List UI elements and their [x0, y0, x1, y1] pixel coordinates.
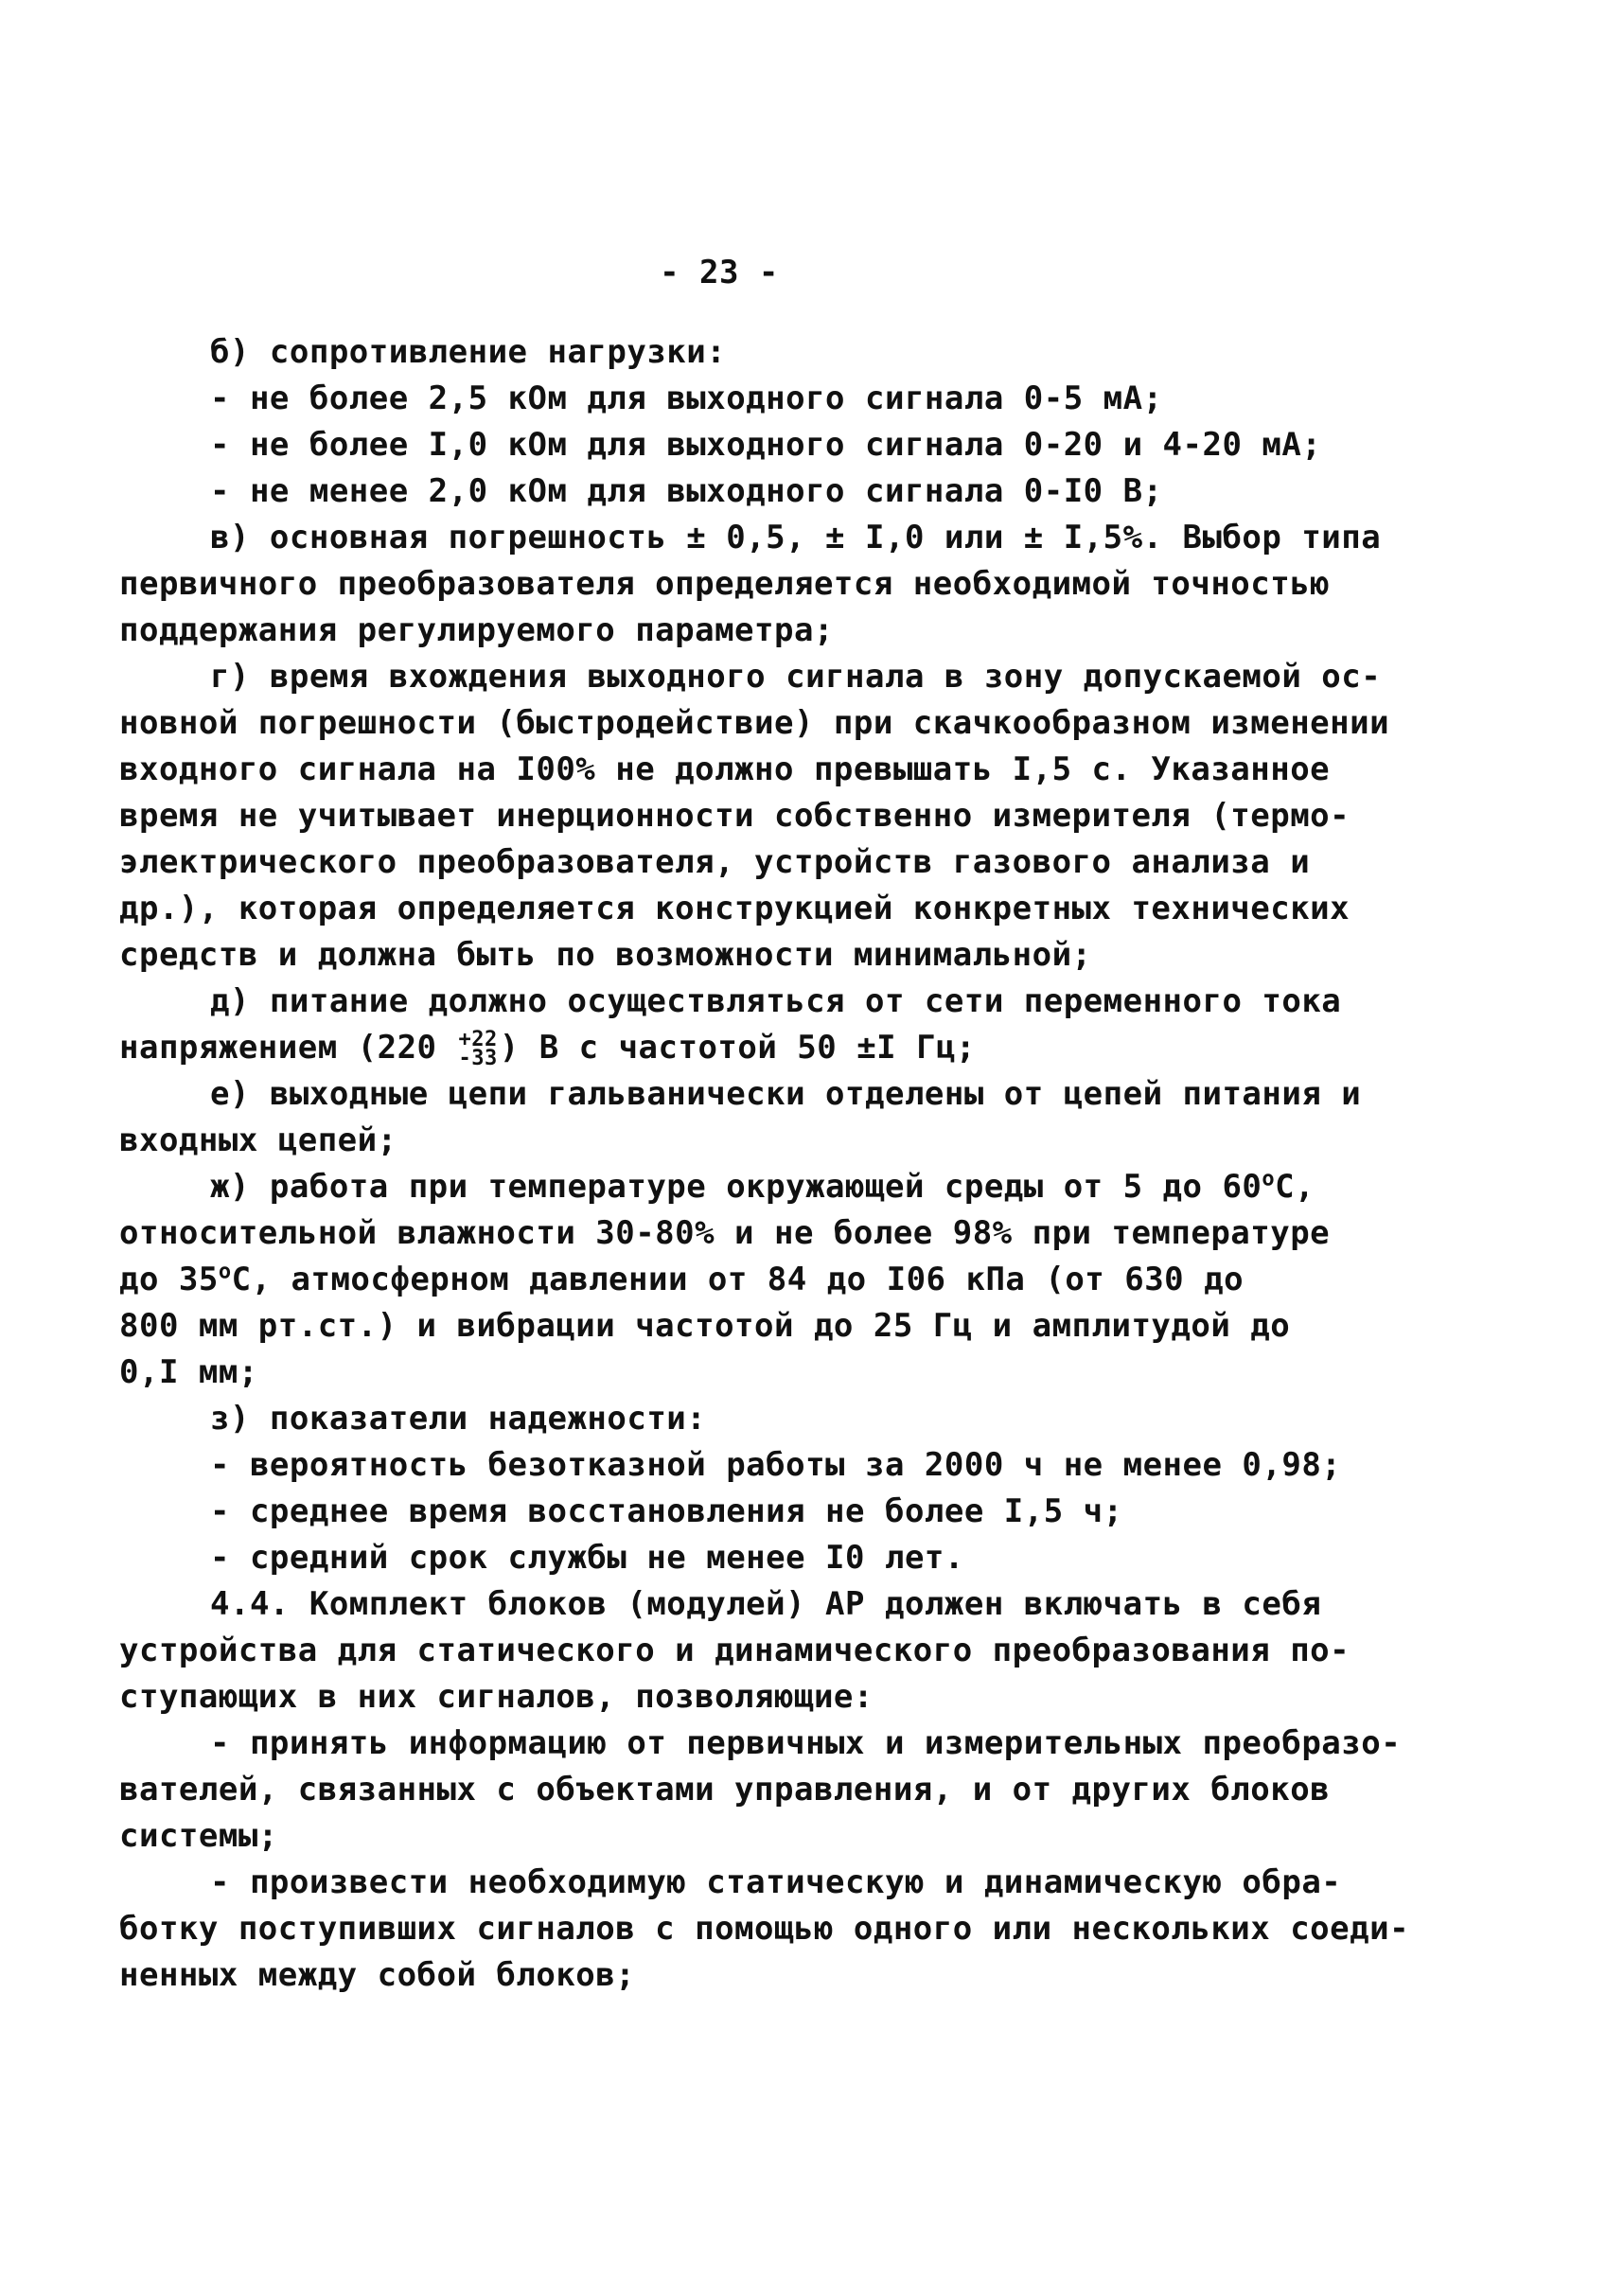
pressure-line — [119, 1257, 1340, 1303]
voltage-text-start: напряжением (220 — [119, 1029, 457, 1067]
text-line: в) основная погрешность ± 0,5, ± I,0 или ± I,5%. Выбор типа — [210, 519, 1382, 556]
text-line: - не менее 2,0 кОм для выходного сигнала 0-I0 В; — [210, 472, 1163, 510]
tolerance-lower: -33 — [458, 1046, 498, 1070]
text-line: е) выходные цепи гальванически отделены от цепей питания и — [210, 1075, 1362, 1113]
text-line: - не более I,0 кОм для выходного сигнала 0-20 и 4-20 мА; — [210, 426, 1322, 464]
text-line: средств и должна быть по возможности минимальной; — [119, 936, 1092, 974]
text-line: ступающих в них сигналов, позволяющие: — [119, 1678, 874, 1716]
voltage-line — [119, 1025, 1340, 1071]
temperature-text-start: ж) работа при температуре окружающей среды от 5 до 60 — [210, 1168, 1262, 1206]
text-line: устройства для статического и динамического преобразования по- — [119, 1632, 1350, 1669]
text-line: электрического преобразователя, устройств газового анализа и — [119, 843, 1311, 881]
text-line: 800 мм рт.ст.) и вибрации частотой до 25 Гц и амплитудой до — [119, 1307, 1291, 1345]
text-line: - средний срок службы не менее I0 лет. — [210, 1539, 964, 1577]
voltage-tolerance — [458, 1027, 498, 1070]
degree-mark: о — [218, 1260, 232, 1284]
degree-mark: о — [1262, 1167, 1276, 1191]
text-line: 4.4. Комплект блоков (модулей) АР должен включать в себя — [210, 1585, 1322, 1623]
text-line: системы; — [119, 1817, 278, 1855]
text-line: г) время вхождения выходного сигнала в зону допускаемой ос- — [210, 658, 1382, 696]
pressure-text-start: до 35 — [119, 1261, 219, 1298]
temperature-text-end: С, — [1275, 1168, 1315, 1206]
text-line: вателей, связанных с объектами управления, и от других блоков — [119, 1771, 1331, 1809]
text-line: относительной влажности 30-80% и не более 98% при температуре — [119, 1214, 1331, 1252]
text-line: первичного преобразователя определяется необходимой точностью — [119, 565, 1331, 603]
text-line: д) питание должно осуществляться от сети переменного тока — [210, 982, 1342, 1020]
pressure-text-end: С, атмосферном давлении от 84 до I06 кПа (от 630 до — [231, 1261, 1244, 1298]
text-line: ботку поступивших сигналов с помощью одного или нескольких соеди- — [119, 1910, 1410, 1948]
text-line: - вероятность безотказной работы за 2000 ч не менее 0,98; — [210, 1446, 1342, 1484]
temperature-line — [119, 1164, 1340, 1210]
text-line: ненных между собой блоков; — [119, 1956, 636, 1994]
text-line: - среднее время восстановления не более I,5 ч; — [210, 1492, 1123, 1530]
text-line: входного сигнала на I00% не должно превышать I,5 с. Указанное — [119, 750, 1331, 788]
text-line: входных цепей; — [119, 1121, 397, 1159]
page-number: - 23 - — [660, 254, 779, 291]
document-body — [119, 329, 1410, 1999]
text-line: поддержания регулируемого параметра; — [119, 611, 834, 649]
text-line: з) показатели надежности: — [210, 1400, 707, 1438]
text-line: - принять информацию от первичных и измерительных преобразо- — [210, 1724, 1402, 1762]
text-line: б) сопротивление нагрузки: — [210, 333, 727, 371]
text-line: время не учитывает инерционности собственно измерителя (термо- — [119, 797, 1350, 835]
text-line: - не более 2,5 кОм для выходного сигнала 0-5 мА; — [210, 379, 1163, 417]
text-line: новной погрешности (быстродействие) при скачкообразном изменении — [119, 704, 1390, 742]
tolerance-upper: +22 — [458, 1027, 498, 1051]
text-line: др.), которая определяется конструкцией конкретных технических — [119, 890, 1350, 927]
text-line: 0,I мм; — [119, 1353, 258, 1391]
voltage-text-end: ) В с частотой 50 ±I Гц; — [499, 1029, 977, 1067]
text-line: - произвести необходимую статическую и динамическую обра- — [210, 1863, 1342, 1901]
